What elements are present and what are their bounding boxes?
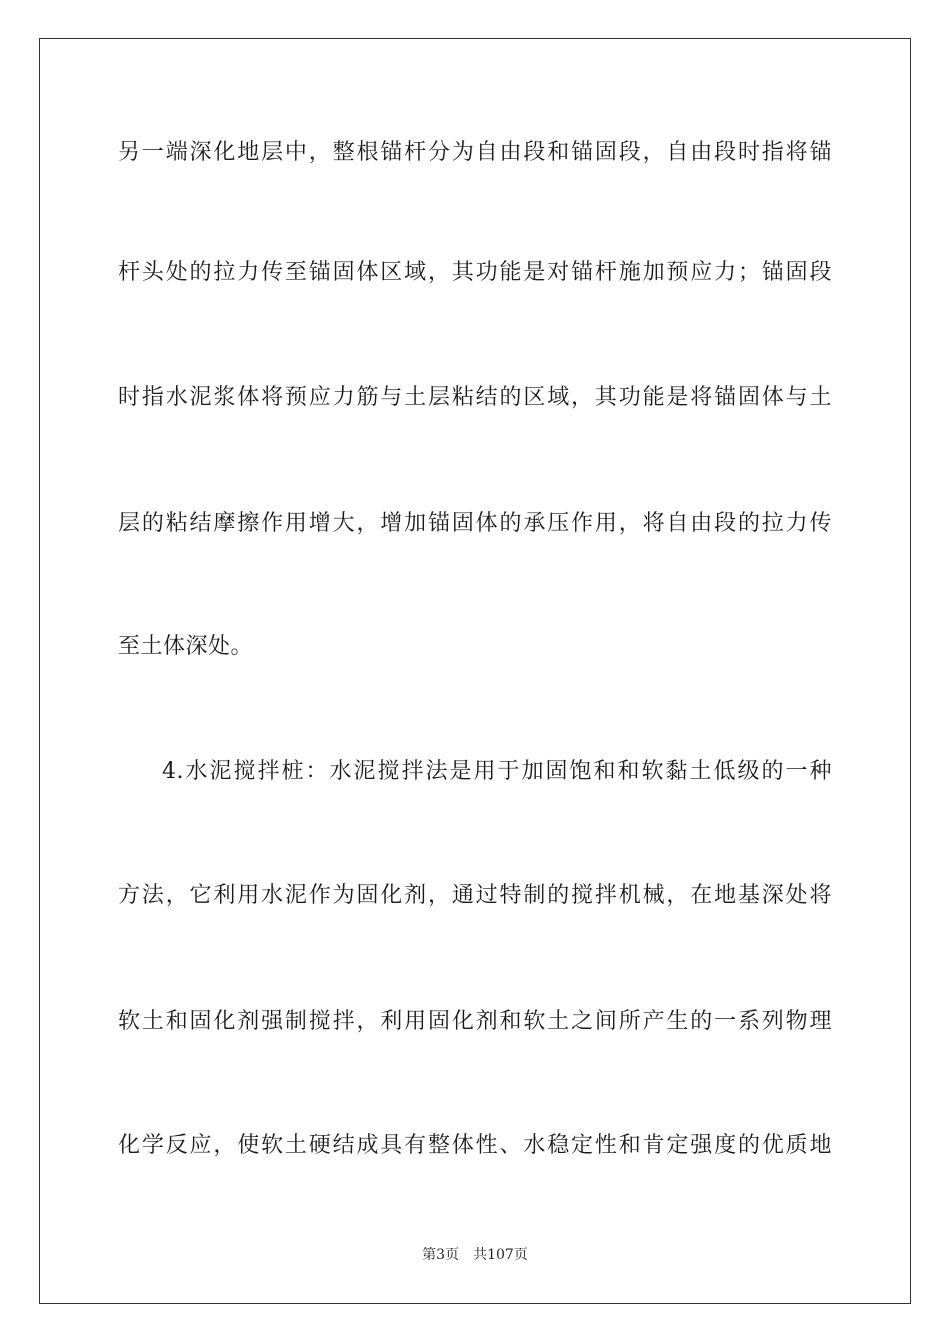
page-total: 共107页 — [473, 1247, 528, 1263]
text-line: 4.水泥搅拌桩：水泥搅拌法是用于加固饱和和软黏土低级的一种 — [162, 759, 832, 784]
text-line: 另一端深化地层中，整根锚杆分为自由段和锚固段，自由段时指将锚 — [118, 140, 832, 165]
page-footer — [0, 1246, 950, 1264]
text-line: 方法，它利用水泥作为固化剂，通过特制的搅拌机械，在地基深处将 — [118, 883, 832, 908]
text-line: 至土体深处。 — [118, 634, 254, 659]
text-line: 杆头处的拉力传至锚固体区域，其功能是对锚杆施加预应力；锚固段 — [118, 260, 832, 285]
text-line: 化学反应，使软土硬结成具有整体性、水稳定性和肯定强度的优质地 — [118, 1133, 832, 1158]
text-line: 软土和固化剂强制搅拌，利用固化剂和软土之间所产生的一系列物理 — [118, 1009, 832, 1034]
text-line: 层的粘结摩擦作用增大，增加锚固体的承压作用，将自由段的拉力传 — [118, 511, 832, 536]
page-border — [39, 38, 911, 1304]
page-number: 第3页 — [422, 1247, 460, 1263]
text-line: 时指水泥浆体将预应力筋与土层粘结的区域，其功能是将锚固体与土 — [118, 385, 832, 410]
